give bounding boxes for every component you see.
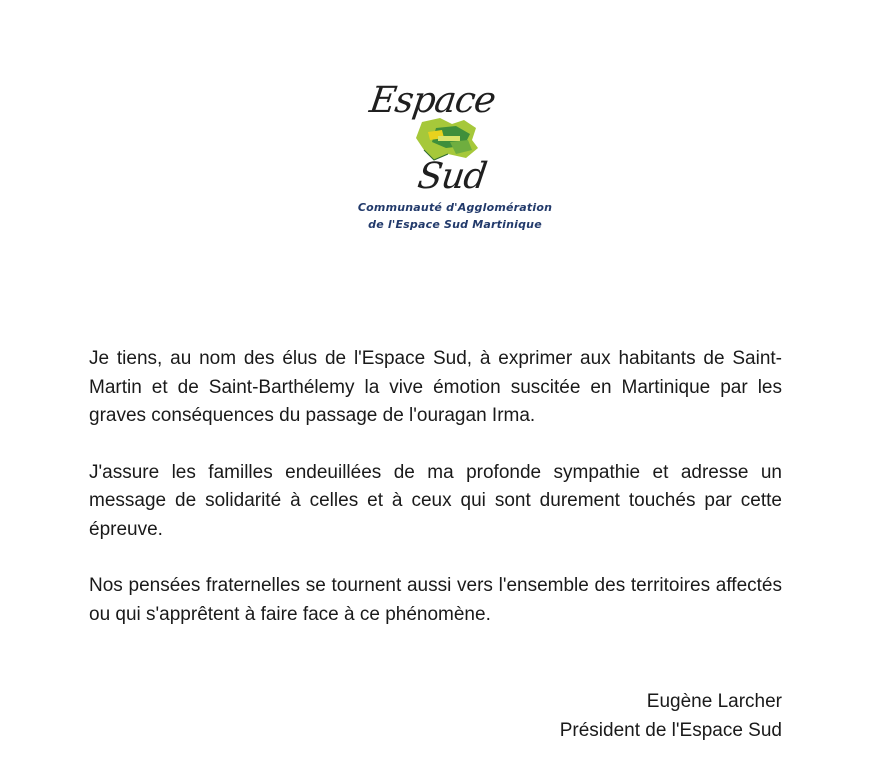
signature-title: Président de l'Espace Sud xyxy=(559,719,782,741)
letter-paragraph: J'assure les familles endeuillées de ma profonde sympathie et adresse un message de solidarité à celles et à ceux qui sont durement touchés par cette épreuve. xyxy=(89,461,782,540)
logo-word-espace: Espace xyxy=(367,80,498,121)
letter-paragraph: Nos pensées fraternelles se tournent aussi vers l'ensemble des territoires affectés ou qui s'apprêtent à faire face à ce phénomène. xyxy=(89,575,782,625)
signature-block xyxy=(560,688,782,745)
logo-subtitle-line2: de l'Espace Sud Martinique xyxy=(368,218,542,231)
signature-name: Eugène Larcher xyxy=(646,691,782,712)
espace-sud-logo xyxy=(340,74,570,244)
logo-subtitle-line1: Communauté d'Agglomération xyxy=(357,201,553,214)
logo-word-sud: Sud xyxy=(415,156,489,197)
letter-body xyxy=(89,345,782,657)
letter-paragraph: Je tiens, au nom des élus de l'Espace Sud, à exprimer aux habitants de Saint-Martin et de Saint-Barthélemy la vive émotion suscitée en Martinique par les graves conséquences du passage de l'ouragan Irma. xyxy=(89,348,782,426)
